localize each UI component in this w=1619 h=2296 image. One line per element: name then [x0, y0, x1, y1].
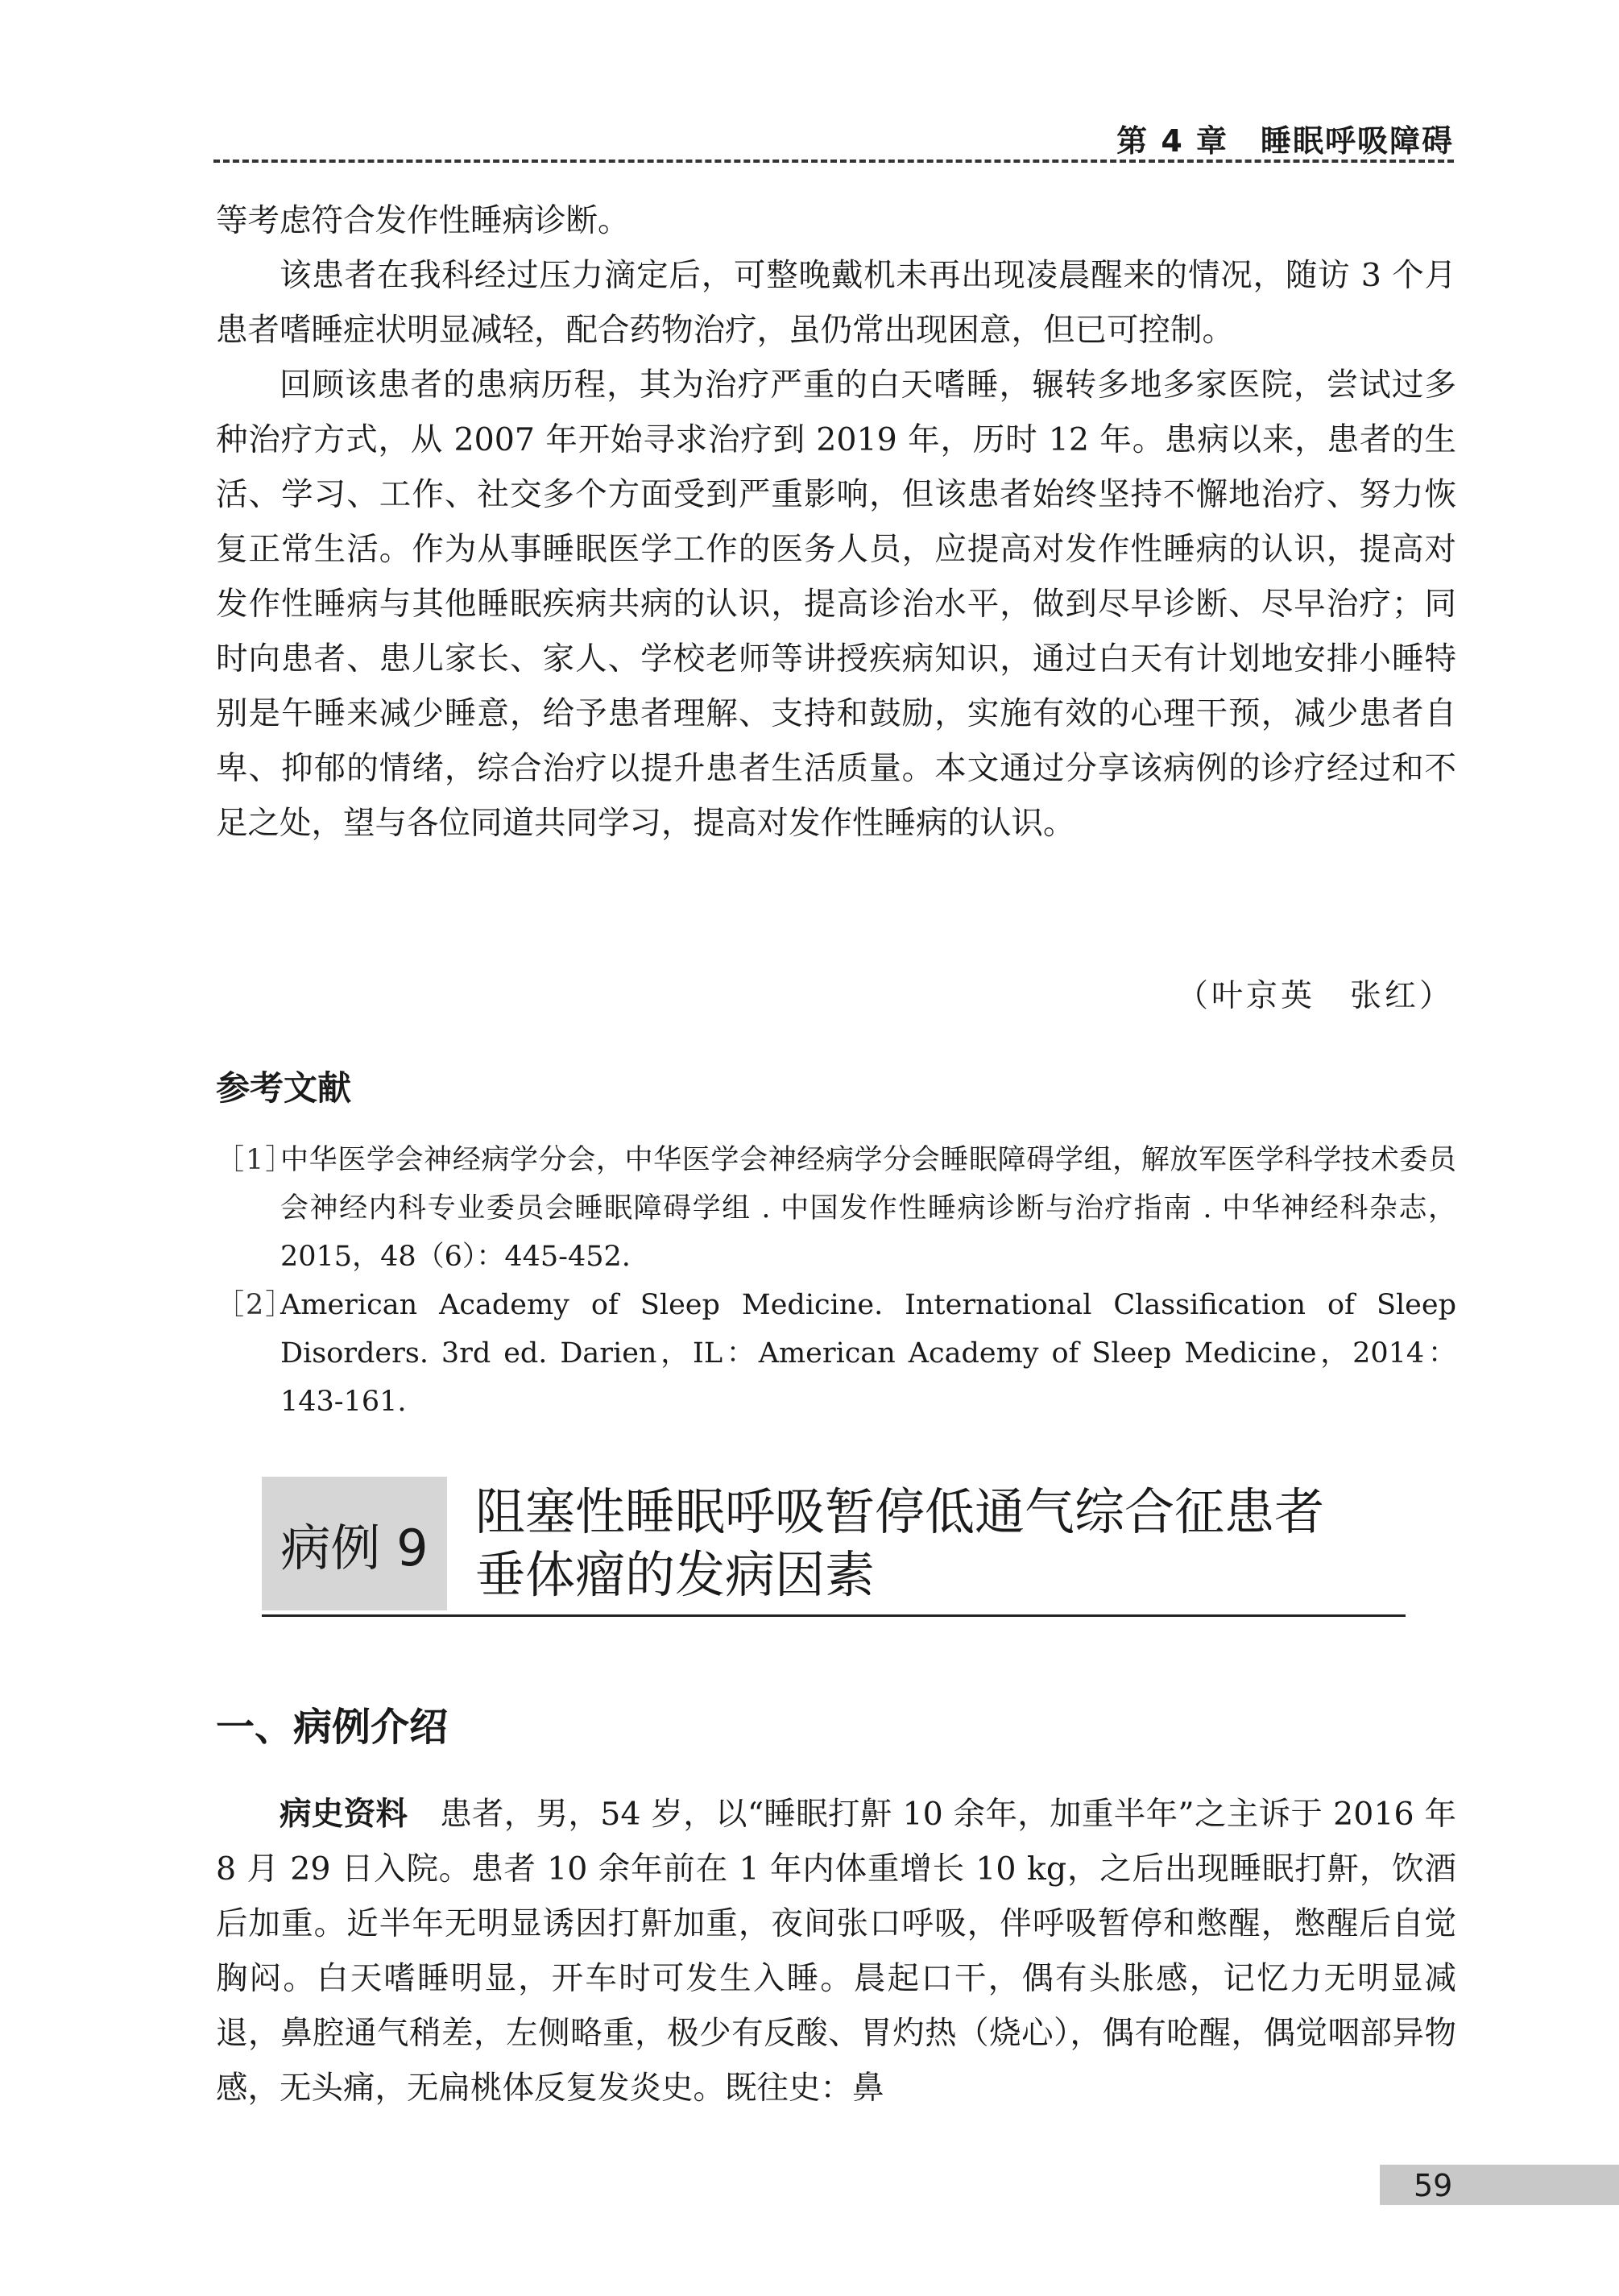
reference-item — [216, 1281, 1456, 1426]
paragraph-history — [216, 1787, 1456, 2116]
case-number: 病例 9 — [280, 1518, 429, 1577]
case-history — [216, 1787, 1456, 2116]
case-title-underline — [262, 1614, 1406, 1617]
paragraph-follow-up: 该患者在我科经过压力滴定后，可整晚戴机未再出现凌晨醒来的情况，随访 3 个月患者嗜睡症状明显减轻，配合药物治疗，虽仍常出现困意，但已可控制。 — [216, 257, 1456, 349]
running-header — [213, 111, 1454, 160]
paragraph-continued: 等考虑符合发作性睡病诊断。 — [216, 202, 630, 239]
chapter-title: 第 4 章 睡眠呼吸障碍 — [1116, 123, 1454, 159]
case-label-box — [262, 1477, 447, 1610]
continued-text — [216, 193, 1456, 851]
history-label: 病史资料 — [279, 1796, 408, 1833]
references-heading: 参考文献 — [216, 1068, 352, 1108]
reference-number: ［2］ — [216, 1289, 296, 1321]
case-title-line-2: 垂体瘤的发病因素 — [475, 1545, 876, 1604]
reference-item — [216, 1136, 1456, 1281]
header-divider — [213, 160, 1454, 163]
reference-number: ［1］ — [216, 1144, 296, 1176]
case-title-line-1: 阻塞性睡眠呼吸暂停低通气综合征患者 — [475, 1482, 1325, 1541]
reference-text: American Academy of Sleep Medicine. International Classification of Sleep Disorders. 3rd ed. Darien，IL：American Academy of Sleep Medicine，2014：143-161. — [280, 1289, 1456, 1418]
section-heading: 一、病例介绍 — [216, 1705, 449, 1750]
history-text: 患者，男，54 岁，以“睡眠打鼾 10 余年，加重半年”之主诉于 2016 年 8 月 29 日入院。患者 10 余年前在 1 年内体重增长 10 kg，之后出现睡眠打鼾，饮酒后加重。近半年无明显诱因打鼾加重，夜间张口呼吸，伴呼吸暂停和憋醒，憋醒后自觉胸闷。白天嗜睡明显，开车时可发生入睡。晨起口干，偶有头胀感，记忆力无明显减退，鼻腔通气稍差，左侧略重，极少有反酸、胃灼热（烧心），偶有呛醒，偶觉咽部异物感，无头痛，无扁桃体反复发炎史。既往史：鼻 — [216, 1796, 1457, 2107]
page-number: 59 — [1414, 2168, 1453, 2203]
case-title — [475, 1481, 1418, 1606]
reference-text: 中华医学会神经病学分会，中华医学会神经病学分会睡眠障碍学组，解放军医学科学技术委员会神经内科专业委员会睡眠障碍学组 . 中国发作性睡病诊断与治疗指南 . 中华神经科杂志，2015，48（6）：445-452. — [280, 1144, 1456, 1273]
paragraph-review: 回顾该患者的患病历程，其为治疗严重的白天嗜睡，辗转多地多家医院，尝试过多种治疗方式，从 2007 年开始寻求治疗到 2019 年，历时 12 年。患病以来，患者的生活、学习、工作、社交多个方面受到严重影响，但该患者始终坚持不懈地治疗、努力恢复正常生活。作为从事睡眠医学工作的医务人员，应提高对发作性睡病的认识，提高对发作性睡病与其他睡眠疾病共病的认识，提高诊治水平，做到尽早诊断、尽早治疗；同时向患者、患儿家长、家人、学校老师等讲授疾病知识，通过白天有计划地安排小睡特别是午睡来减少睡意，给予患者理解、支持和鼓励，实施有效的心理干预，减少患者自卑、抑郁的情绪，综合治疗以提升患者生活质量。本文通过分享该病例的诊疗经过和不足之处，望与各位同道共同学习，提高对发作性睡病的认识。 — [216, 367, 1456, 842]
author-line: （叶京英 张红） — [1176, 978, 1454, 1014]
